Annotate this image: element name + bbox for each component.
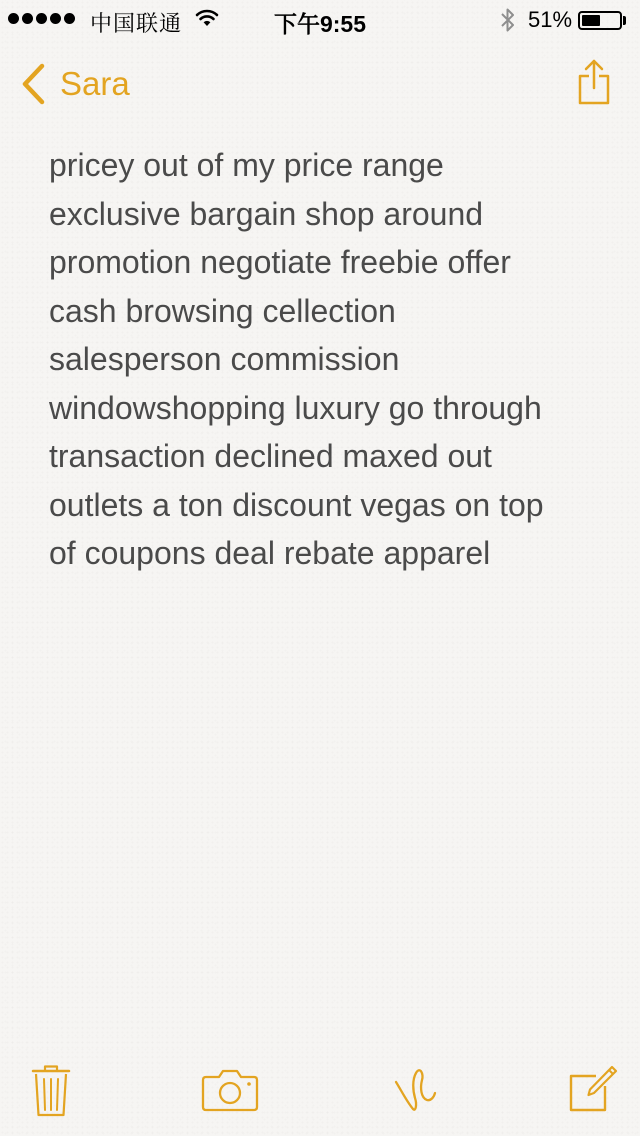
note-line: exclusive bargain shop around [49, 195, 484, 232]
note-body[interactable] [49, 141, 609, 578]
share-icon [576, 58, 612, 106]
battery-percent: 51% [528, 7, 573, 32]
note-line: promotion negotiate freebie offer [49, 244, 511, 280]
sketch-icon [392, 1066, 438, 1112]
status-time: 下午9:55 [273, 11, 367, 37]
trash-icon [31, 1064, 71, 1118]
compose-button[interactable] [568, 1064, 618, 1114]
status-bar [0, 0, 640, 40]
note-line: outlets a ton discount vegas on top [49, 486, 544, 523]
note-line: of coupons deal rebate apparel [49, 535, 491, 571]
camera-button[interactable] [201, 1068, 259, 1112]
compose-icon [568, 1064, 618, 1114]
sketch-button[interactable] [392, 1066, 438, 1112]
carrier-name: 中国联通 [90, 11, 183, 36]
note-line: salesperson commission [49, 341, 400, 377]
note-line: windowshopping luxury go through [49, 389, 542, 426]
back-button-label: Sara [60, 65, 130, 102]
battery-icon [578, 11, 622, 30]
share-button[interactable] [576, 58, 612, 106]
note-line: transaction declined maxed out [49, 438, 492, 474]
battery-nub [623, 16, 626, 25]
chevron-left-icon [20, 63, 46, 105]
note-line: cash browsing cellection [49, 292, 396, 329]
back-button[interactable] [20, 62, 130, 106]
bluetooth-icon [499, 7, 517, 33]
camera-icon [201, 1068, 259, 1112]
delete-button[interactable] [31, 1064, 71, 1118]
note-line: pricey out of my price range [49, 147, 444, 183]
battery-level-fill [582, 15, 600, 26]
